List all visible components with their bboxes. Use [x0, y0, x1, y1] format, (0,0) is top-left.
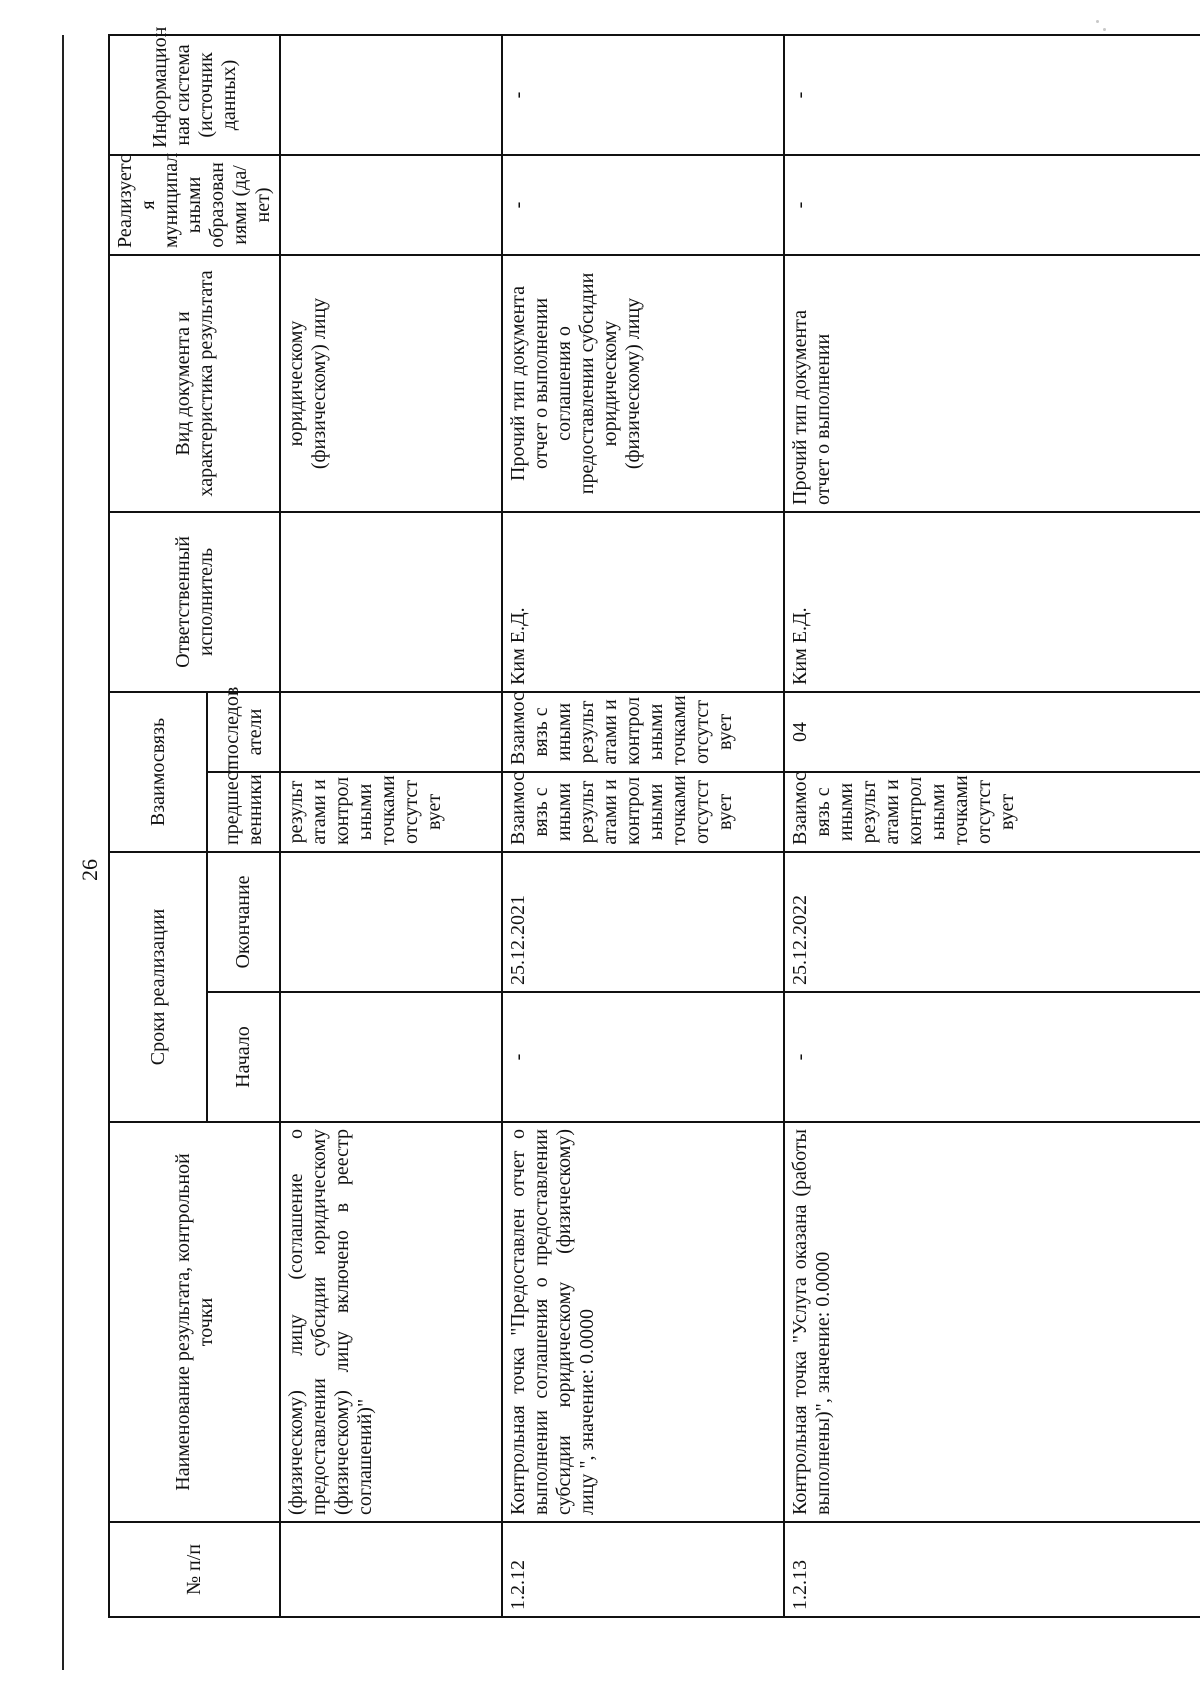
- row-name: Контрольная точка "Услуга оказана (работы выполнены)", значение: 0.0000: [784, 1122, 1200, 1522]
- row-responsible: Ким Е.Д.: [784, 512, 1200, 692]
- header-municipal: Реализуетс я муниципал ьными образован иями (да/нет): [109, 155, 280, 255]
- row-end: 25.12.2021: [502, 852, 784, 992]
- row-document: Прочий тип документа отчет о выполнении соглашения о предоставлении субсидии юридическому (физическому) лицу: [502, 255, 784, 512]
- rotated-table-wrapper: [108, 26, 1193, 1618]
- header-end: Окончание: [207, 852, 280, 992]
- row-start: -: [502, 992, 784, 1122]
- scan-speck: [1096, 20, 1099, 23]
- header-responsible: Ответственный исполнитель: [109, 512, 280, 692]
- row-num: 1.2.12: [502, 1522, 784, 1617]
- row-start: [280, 992, 502, 1122]
- row-info-system: -: [784, 35, 1200, 155]
- row-municipal: [280, 155, 502, 255]
- scan-speck: [1103, 28, 1106, 31]
- row-predecessors: результ атами и контрол ьными точками отсутст вует: [280, 772, 502, 852]
- table-row: [784, 35, 1200, 1617]
- row-num: [280, 1522, 502, 1617]
- row-successors: Взаимос вязь с иными результ атами и контрол ьными точками отсутст вует: [502, 692, 784, 772]
- row-municipal: -: [502, 155, 784, 255]
- header-terms: Сроки реализации: [109, 852, 207, 1122]
- row-info-system: [280, 35, 502, 155]
- row-num: 1.2.13: [784, 1522, 1200, 1617]
- row-municipal: -: [784, 155, 1200, 255]
- row-document: Прочий тип документа отчет о выполнении: [784, 255, 1200, 512]
- header-name: Наименование результата, контрольной точки: [109, 1122, 280, 1522]
- row-responsible: Ким Е.Д.: [502, 512, 784, 692]
- row-info-system: -: [502, 35, 784, 155]
- header-predecessors: предшест венники: [207, 772, 280, 852]
- row-start: -: [784, 992, 1200, 1122]
- results-table: [108, 26, 1200, 1618]
- header-successors: последов атели: [207, 692, 280, 772]
- row-name: Контрольная точка "Предоставлен отчет о выполнении соглашения о предоставлении субсидии юридическому (физическому) лицу ", значение: 0.0000: [502, 1122, 784, 1522]
- row-successors: 04: [784, 692, 1200, 772]
- page-number: 26: [77, 859, 102, 881]
- row-successors: [280, 692, 502, 772]
- table-row: [502, 35, 784, 1617]
- row-predecessors: Взаимос вязь с иными результ атами и контрол ьными точками отсутст вует: [502, 772, 784, 852]
- row-end: 25.12.2022: [784, 852, 1200, 992]
- row-document: юридическому (физическому) лицу: [280, 255, 502, 512]
- table-row: [280, 35, 502, 1617]
- header-num: № п/п: [109, 1522, 280, 1617]
- header-start: Начало: [207, 992, 280, 1122]
- header-info-system: Информацион ная система (источник данных): [109, 35, 280, 155]
- page-frame-line: [62, 35, 64, 1670]
- row-predecessors: Взаимос вязь с иными результ атами и контрол ьными точками отсутст вует: [784, 772, 1200, 852]
- row-end: [280, 852, 502, 992]
- header-document: Вид документа и характеристика результата: [109, 255, 280, 512]
- row-name: (физическому) лицу (соглашение о предоставлении субсидии юридическому (физическому) лицу включено в реестр соглашений)": [280, 1122, 502, 1522]
- header-link: Взаимосвязь: [109, 692, 207, 852]
- row-responsible: [280, 512, 502, 692]
